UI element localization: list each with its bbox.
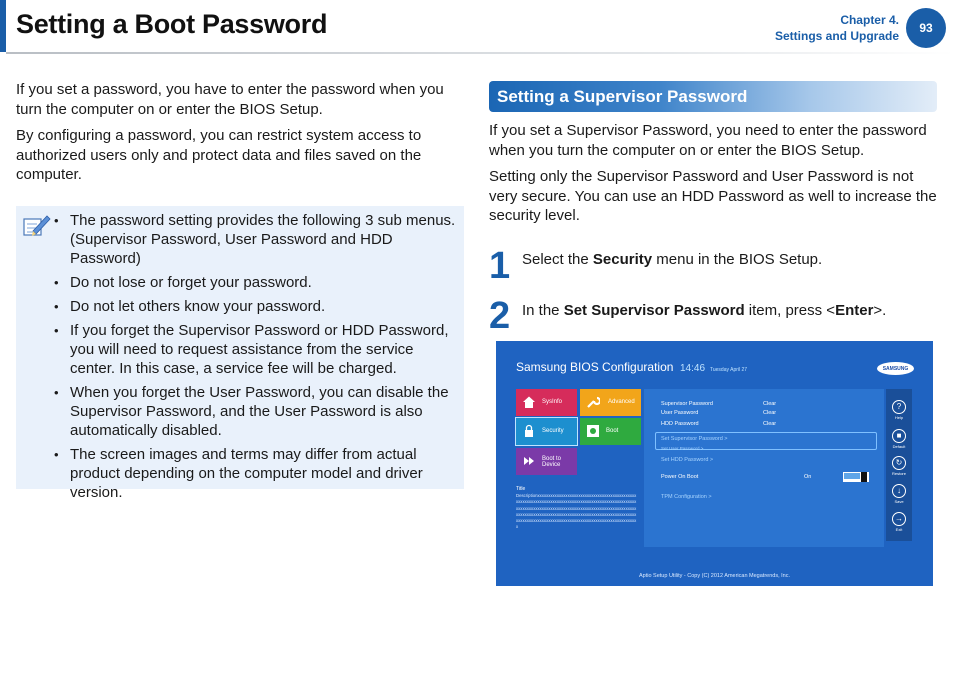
tile-label: [542, 456, 561, 468]
tile-label-line1: Boot to: [542, 456, 562, 462]
set-supervisor-password-item[interactable]: Set Supervisor Password >: [661, 436, 728, 442]
note-item: • The screen images and terms may differ from actual product depending on the computer model and driver version.: [52, 445, 457, 502]
note-list: [52, 211, 457, 507]
step-1-text: [522, 250, 822, 269]
bios-time: 14:46: [680, 363, 706, 374]
bios-row-value: Clear: [763, 401, 777, 407]
bios-row-value: Clear: [763, 410, 777, 416]
bios-tile-boot-to-device[interactable]: [516, 448, 577, 475]
wrench-icon: [586, 395, 600, 409]
bios-date: Tuesday April 27: [710, 367, 748, 373]
bios-title: Samsung BIOS Configuration: [516, 360, 674, 374]
restore-icon: ↻: [892, 456, 906, 470]
step-1-text-post: menu in the BIOS Setup.: [652, 251, 823, 268]
step-2-text-mid: item, press <: [744, 302, 836, 319]
section-title: Setting a Supervisor Password: [497, 87, 748, 106]
header-divider: [6, 52, 954, 54]
page-number-badge: 93: [906, 8, 946, 48]
note-pencil-icon: [21, 211, 51, 239]
home-icon: [522, 395, 536, 409]
bios-exit-button[interactable]: [888, 512, 910, 532]
boot-icon: [586, 424, 600, 438]
step-2-text-bold-enter: Enter: [835, 302, 874, 319]
intro-paragraph: If you set a password, you have to enter the password when you turn the computer on or enter the BIOS Setup.: [16, 81, 444, 118]
bios-desc-title: Title: [516, 486, 526, 492]
tile-label: Advanced: [608, 399, 635, 405]
restore-label: Restore: [891, 471, 906, 476]
page-title: Setting a Boot Password: [16, 9, 328, 39]
save-icon: ↓: [892, 484, 906, 498]
help-label: Help: [894, 415, 904, 420]
bios-tile-sysinfo[interactable]: [516, 389, 577, 416]
power-on-boot-label: Power On Boot: [661, 474, 699, 480]
bios-row-value: Clear: [763, 421, 777, 427]
bios-tile-advanced[interactable]: [580, 389, 641, 416]
exit-label: Exit: [895, 527, 903, 532]
note-item: • If you forget the Supervisor Password or HDD Password, you will need to request assistance from the service center. In this case, a service fee will be charged.: [52, 321, 457, 378]
bios-footer: Aptio Setup Utility - Copy (C) 2012 American Megatrends, Inc.: [638, 573, 790, 579]
bios-tile-boot[interactable]: [580, 418, 641, 445]
bios-restore-button[interactable]: [888, 456, 910, 476]
note-item: • Do not let others know your password.: [52, 297, 457, 316]
chapter-label: [775, 12, 899, 44]
tpm-configuration-item[interactable]: TPM Configuration >: [661, 494, 712, 500]
restrict-access-paragraph: By configuring a password, you can restrict system access to authorized users only and protect data and files saved on the computer.: [16, 127, 422, 183]
tile-label: SysInfo: [542, 399, 563, 405]
step-1-number: 1: [489, 245, 511, 287]
step-1-text-bold: Security: [592, 251, 653, 268]
step-2-number: 2: [489, 295, 511, 337]
save-label: Save: [894, 499, 904, 504]
bios-row-label: HDD Password: [661, 421, 699, 427]
bios-default-button[interactable]: [888, 429, 910, 449]
chapter-number: Chapter 4.: [840, 13, 899, 27]
step-2-text: [522, 301, 886, 320]
tile-label-line2: Device: [542, 462, 561, 468]
device-icon: [522, 454, 536, 468]
step-2-text-post: >.: [873, 302, 887, 319]
bios-row-label: User Password: [661, 410, 699, 416]
bios-save-button[interactable]: [888, 484, 910, 504]
note-item: • When you forget the User Password, you can disable the Supervisor Password, and the User Password is also automatically disabled.: [52, 383, 457, 440]
bios-tile-security[interactable]: [516, 418, 577, 445]
chapter-title: Settings and Upgrade: [774, 29, 899, 43]
default-label: Default: [892, 444, 906, 449]
bios-description: Descriptionxxxxxxxxxxxxxxxxxxxxxxxxxxxxxxxxxxxxxxxxxxxxxxxxxxxxxxxxxxxxxxxxxxxxxxxxxxxxxxxxxxxxxxxxxxxxxxxxxxxxxxxxxxxxxxxxxxxxxxxxxxxxxxxxxxxxxxxxxxxxxxxxxxxxxxxxxxxxxxxxxxxxxxxxxxxxxxxxxxxxxxxxxxxxxxxxxxxxxxxxxxxxxxxxxxxxxxxxxxxxxxxxxxxxxxxxxxxxxxxxxxxxxxxxxxxxxxxxxxxxxxxxxxxxxxx: [516, 493, 637, 530]
samsung-logo: SAMSUNG: [877, 362, 914, 375]
bios-help-button[interactable]: [888, 400, 910, 420]
note-item: • Do not lose or forget your password.: [52, 273, 457, 292]
toggle-fill: [844, 473, 860, 479]
step-1-text-pre: Select the: [522, 251, 593, 268]
bios-row-label: Supervisor Password: [661, 401, 713, 407]
tile-label: Boot: [606, 428, 619, 434]
help-icon: ?: [892, 400, 906, 414]
note-item: • The password setting provides the following 3 sub menus. (Supervisor Password, User Password and HDD Password): [52, 211, 457, 268]
set-user-password-item[interactable]: Set User Password >: [661, 446, 704, 451]
security-level-paragraph: Setting only the Supervisor Password and User Password is not very secure. You can use an HDD Password as well to increase the security level.: [489, 168, 937, 224]
power-on-boot-value: On: [804, 474, 812, 480]
step-2-text-bold: Set Supervisor Password: [563, 302, 745, 319]
step-2-text-pre: In the: [522, 302, 564, 319]
set-hdd-password-item[interactable]: Set HDD Password >: [661, 457, 714, 463]
supervisor-intro-paragraph: If you set a Supervisor Password, you need to enter the password when you turn the computer on or enter the BIOS Setup.: [489, 122, 927, 159]
tile-label: Security: [542, 428, 564, 434]
exit-icon: →: [892, 512, 906, 526]
header-accent-bar: [0, 0, 6, 52]
default-icon: ■: [892, 429, 906, 443]
lock-icon: [522, 424, 536, 438]
toggle-knob: [861, 472, 867, 482]
